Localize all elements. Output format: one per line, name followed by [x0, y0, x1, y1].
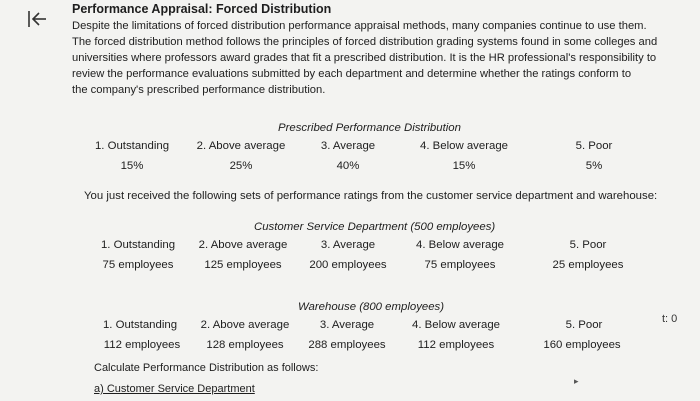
intro-text: You just received the following sets of performance ratings from the customer service department and warehouse: [84, 190, 658, 202]
category-value: 200 employees [309, 259, 387, 271]
calc-instruction: Calculate Performance Distribution as follows: [94, 362, 319, 374]
category-value: 128 employees [206, 339, 284, 351]
sub-question-a: a) Customer Service Department [94, 383, 255, 395]
paragraph-line: Despite the limitations of forced distribution performance appraisal methods, many companies continue to use them. [72, 20, 647, 32]
category-value: 160 employees [543, 339, 621, 351]
category-label: 5. Poor [569, 239, 607, 251]
category-value: 112 employees [417, 339, 495, 351]
customer-service-title: Customer Service Department (500 employees) [254, 221, 496, 233]
category-value: 15% [452, 160, 476, 172]
intro-paragraph [72, 18, 672, 98]
category-value: 75 employees [424, 259, 496, 271]
category-label: 4. Below average [415, 239, 505, 251]
paragraph-line: the company's prescribed performance distribution. [72, 84, 326, 96]
cursor-icon: ▸ [574, 376, 579, 386]
page-title: Performance Appraisal: Forced Distribution [72, 2, 332, 16]
category-label: 2. Above average [200, 319, 290, 331]
paragraph-line: The forced distribution method follows the principles of forced distribution grading systems found in some colleges and [72, 36, 658, 48]
category-label: 3. Average [319, 319, 375, 331]
prescribed-title: Prescribed Performance Distribution [278, 122, 461, 134]
category-label: 1. Outstanding [102, 319, 178, 331]
category-label: 4. Below average [419, 140, 509, 152]
category-label: 1. Outstanding [100, 239, 176, 251]
category-value: 25 employees [552, 259, 624, 271]
paragraph-line: universities where professors award grades that fit a prescribed distribution. It is the HR professional's responsibility to [72, 52, 657, 64]
category-value: 25% [229, 160, 253, 172]
category-value: 112 employees [103, 339, 181, 351]
category-value: 15% [120, 160, 144, 172]
category-label: 5. Poor [565, 319, 603, 331]
category-value: 288 employees [308, 339, 386, 351]
paragraph-line: review the performance evaluations submitted by each department and determine whether the ratings conform to [72, 68, 632, 80]
edge-text: t: 0 [662, 313, 678, 325]
back-button[interactable] [26, 8, 50, 32]
category-label: 2. Above average [198, 239, 288, 251]
category-label: 1. Outstanding [94, 140, 170, 152]
category-label: 3. Average [320, 239, 376, 251]
category-label: 2. Above average [196, 140, 286, 152]
category-label: 5. Poor [575, 140, 613, 152]
category-value: 5% [585, 160, 603, 172]
category-value: 40% [336, 160, 360, 172]
category-value: 125 employees [204, 259, 282, 271]
back-arrow-icon [26, 8, 48, 30]
category-label: 3. Average [320, 140, 376, 152]
category-label: 4. Below average [411, 319, 501, 331]
category-value: 75 employees [102, 259, 174, 271]
warehouse-title: Warehouse (800 employees) [298, 301, 445, 313]
